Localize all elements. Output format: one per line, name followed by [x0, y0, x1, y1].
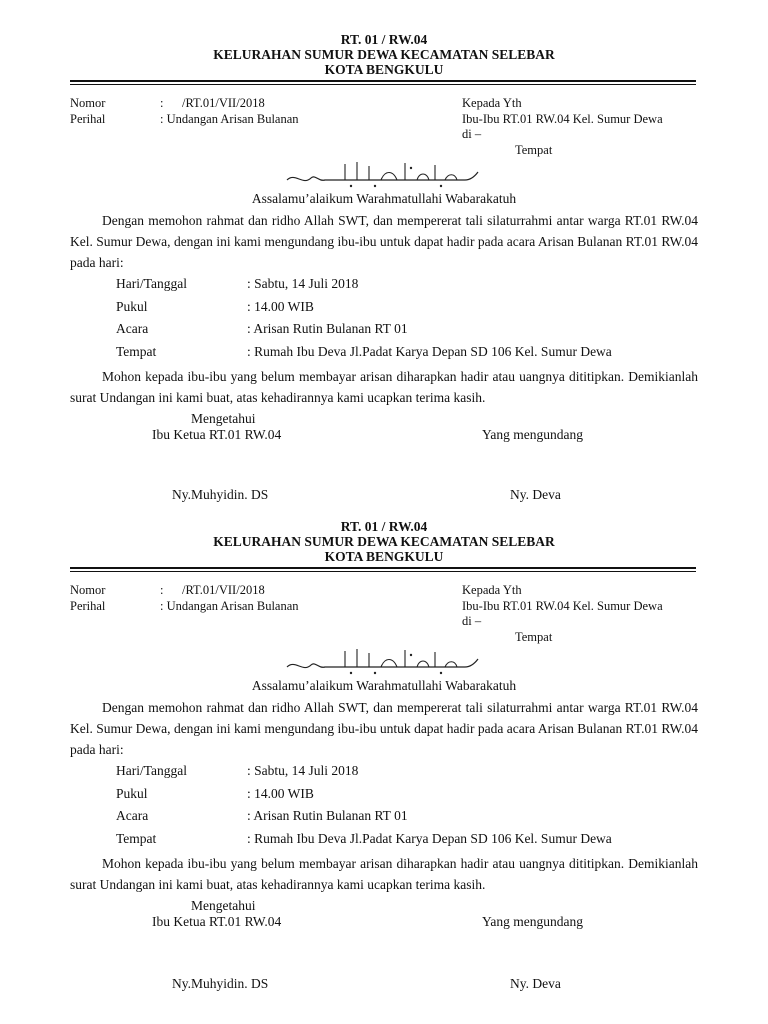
detail-pukul-label: Pukul [116, 299, 148, 314]
header-rt-rw: RT. 01 / RW.04 [340, 519, 428, 534]
perihal-value: : Undangan Arisan Bulanan [160, 599, 299, 613]
signer-left-name: Ny.Muhyidin. DS [172, 976, 269, 991]
nomor-value: /RT.01/VII/2018 [182, 583, 265, 597]
recipient: Ibu-Ibu RT.01 RW.04 Kel. Sumur Dewa [462, 112, 663, 126]
header-rule-thick [70, 567, 696, 569]
signer-right-title: Yang mengundang [482, 427, 583, 442]
perihal-label: Perihal [70, 599, 106, 613]
mengetahui: Mengetahui [191, 898, 256, 913]
detail-tempat-value: : Rumah Ibu Deva Jl.Padat Karya Depan SD 106 Kel. Sumur Dewa [247, 831, 612, 846]
detail-tempat-value: : Rumah Ibu Deva Jl.Padat Karya Depan SD 106 Kel. Sumur Dewa [247, 344, 612, 359]
signer-right-title: Yang mengundang [482, 914, 583, 929]
di: di – [462, 127, 482, 141]
signer-left-name: Ny.Muhyidin. DS [172, 487, 269, 502]
invitation-letter-2 [0, 487, 768, 999]
nomor-separator: : [160, 583, 164, 597]
header-rule-thin [70, 84, 696, 85]
header-kota: KOTA BENGKULU [324, 62, 444, 77]
detail-hari-label: Hari/Tanggal [116, 276, 188, 291]
detail-hari-value: : Sabtu, 14 Juli 2018 [247, 763, 359, 778]
header-kota: KOTA BENGKULU [324, 549, 444, 564]
perihal-value: : Undangan Arisan Bulanan [160, 112, 299, 126]
detail-acara-label: Acara [116, 808, 149, 823]
detail-hari-label: Hari/Tanggal [116, 763, 188, 778]
detail-pukul-value: : 14.00 WIB [247, 299, 314, 314]
signer-left-title: Ibu Ketua RT.01 RW.04 [152, 427, 282, 442]
detail-acara-label: Acara [116, 321, 149, 336]
detail-hari-value: : Sabtu, 14 Juli 2018 [247, 276, 359, 291]
detail-pukul-value: : 14.00 WIB [247, 786, 314, 801]
signer-right-name: Ny. Deva [510, 976, 561, 991]
mengetahui: Mengetahui [191, 411, 256, 426]
kepada-yth: Kepada Yth [462, 583, 522, 597]
header-rule-thick [70, 80, 696, 82]
header-rt-rw: RT. 01 / RW.04 [340, 32, 428, 47]
tempat-recipient: Tempat [515, 143, 553, 157]
perihal-label: Perihal [70, 112, 106, 126]
intro-paragraph: Dengan memohon rahmat dan ridho Allah SWT, dan mempererat tali silaturrahmi antar warga RT.01 RW.04 Kel. Sumur Dewa, dengan ini kami mengundang ibu-ibu untuk dapat hadir pada acara Arisan Bulanan RT.01 RW.04 pada hari: [70, 700, 698, 757]
nomor-separator: : [160, 96, 164, 110]
nomor-label: Nomor [70, 96, 106, 110]
nomor-label: Nomor [70, 583, 106, 597]
closing-paragraph: Mohon kepada ibu-ibu yang belum membayar arisan diharapkan hadir atau uangnya dititipkan. Demikianlah surat Undangan ini kami buat, atas kehadirannya kami ucapkan terima kasih. [70, 856, 698, 892]
detail-pukul-label: Pukul [116, 786, 148, 801]
signer-right-name: Ny. Deva [510, 487, 561, 502]
intro-paragraph: Dengan memohon rahmat dan ridho Allah SWT, dan mempererat tali silaturrahmi antar warga RT.01 RW.04 Kel. Sumur Dewa, dengan ini kami mengundang ibu-ibu untuk dapat hadir pada acara Arisan Bulanan RT.01 RW.04 pada hari: [70, 213, 698, 270]
closing-paragraph: Mohon kepada ibu-ibu yang belum membayar arisan diharapkan hadir atau uangnya dititipkan. Demikianlah surat Undangan ini kami buat, atas kehadirannya kami ucapkan terima kasih. [70, 369, 698, 405]
header-kelurahan: KELURAHAN SUMUR DEWA KECAMATAN SELEBAR [213, 47, 555, 62]
detail-acara-value: : Arisan Rutin Bulanan RT 01 [247, 321, 408, 336]
nomor-value: /RT.01/VII/2018 [182, 96, 265, 110]
detail-tempat-label: Tempat [116, 344, 157, 359]
salam: Assalamu’alaikum Warahmatullahi Wabarakatuh [251, 191, 517, 206]
header-rule-thin [70, 571, 696, 572]
kepada-yth: Kepada Yth [462, 96, 522, 110]
recipient: Ibu-Ibu RT.01 RW.04 Kel. Sumur Dewa [462, 599, 663, 613]
tempat-recipient: Tempat [515, 630, 553, 644]
signer-left-title: Ibu Ketua RT.01 RW.04 [152, 914, 282, 929]
detail-tempat-label: Tempat [116, 831, 157, 846]
di: di – [462, 614, 482, 628]
bismillah-calligraphy-icon [285, 645, 480, 679]
bismillah-calligraphy-icon [285, 158, 480, 192]
detail-acara-value: : Arisan Rutin Bulanan RT 01 [247, 808, 408, 823]
header-kelurahan: KELURAHAN SUMUR DEWA KECAMATAN SELEBAR [213, 534, 555, 549]
salam: Assalamu’alaikum Warahmatullahi Wabarakatuh [251, 678, 517, 693]
